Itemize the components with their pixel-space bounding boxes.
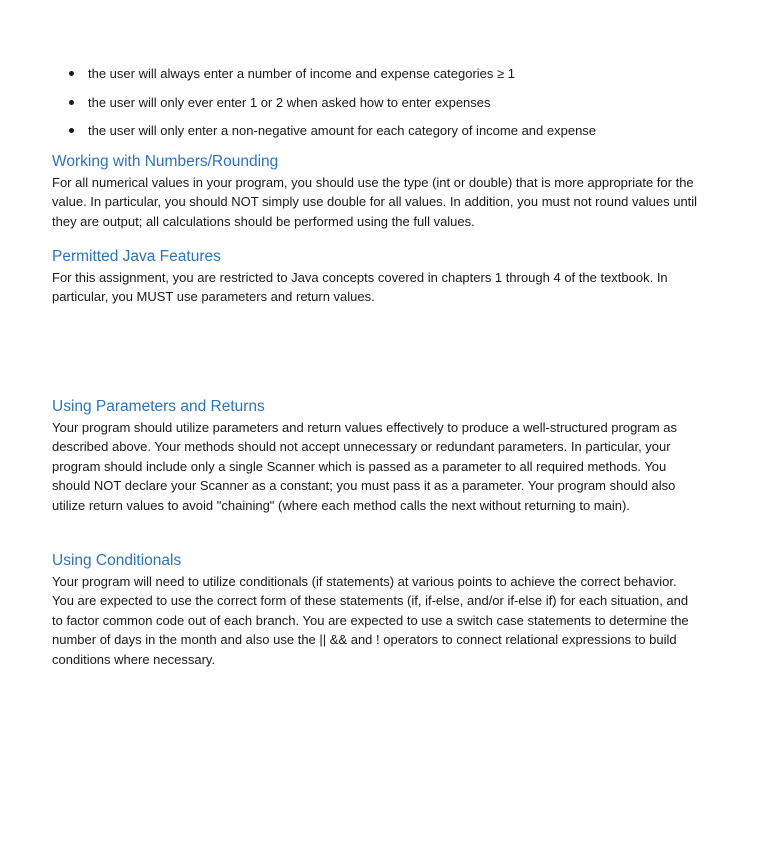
section-heading: Using Conditionals (52, 552, 182, 569)
bullet-icon (69, 128, 74, 133)
list-item-text: the user will only ever enter 1 or 2 when asked how to enter expenses (88, 94, 491, 110)
section-conditionals (52, 551, 752, 669)
bullet-icon (69, 71, 74, 76)
section-body: For all numerical values in your program, you should use the type (int or double) that is more appropriate for the value. In particular, you should NOT simply use double for all values. In addition, you must not round values until they are output; all calculations should be performed using the full values. (52, 175, 698, 229)
section-heading: Working with Numbers/Rounding (52, 153, 279, 170)
section-body: Your program will need to utilize conditionals (if statements) at various points to achieve the correct behavior. You are expected to use the correct form of these statements (if, if-else, and/or if-else if) for each situation, and to factor common code out of each branch. You are expected to use a switch case statements to determine the number of days in the month and also use the || && and ! operators to connect relational expressions to build conditions where necessary. (52, 574, 689, 667)
section-body: Your program should utilize parameters and return values effectively to produce a well-structured program as described above. Your methods should not accept unnecessary or redundant parameters. In particular, your program should include only a single Scanner which is passed as a parameter to all required methods. You should NOT declare your Scanner as a constant; you must pass it as a parameter. Your program should also utilize return values to avoid "chaining" (where each method calls the next without returning to main). (52, 420, 678, 513)
bullet-icon (69, 100, 74, 105)
list-item (52, 121, 732, 140)
section-permitted-features (52, 247, 752, 307)
list-item-text: the user will always enter a number of income and expense categories ≥ 1 (88, 66, 515, 81)
section-body: For this assignment, you are restricted to Java concepts covered in chapters 1 through 4 of the textbook. In particular, you MUST use parameters and return values. (52, 270, 668, 305)
section-heading: Using Parameters and Returns (52, 398, 265, 415)
section-numbers-rounding (52, 152, 752, 231)
section-heading: Permitted Java Features (52, 248, 221, 265)
list-item (52, 64, 732, 83)
list-item-text: the user will only enter a non-negative amount for each category of income and expense (88, 123, 597, 138)
list-item (52, 93, 732, 112)
section-parameters-returns (52, 397, 752, 515)
assumptions-list (52, 64, 732, 150)
